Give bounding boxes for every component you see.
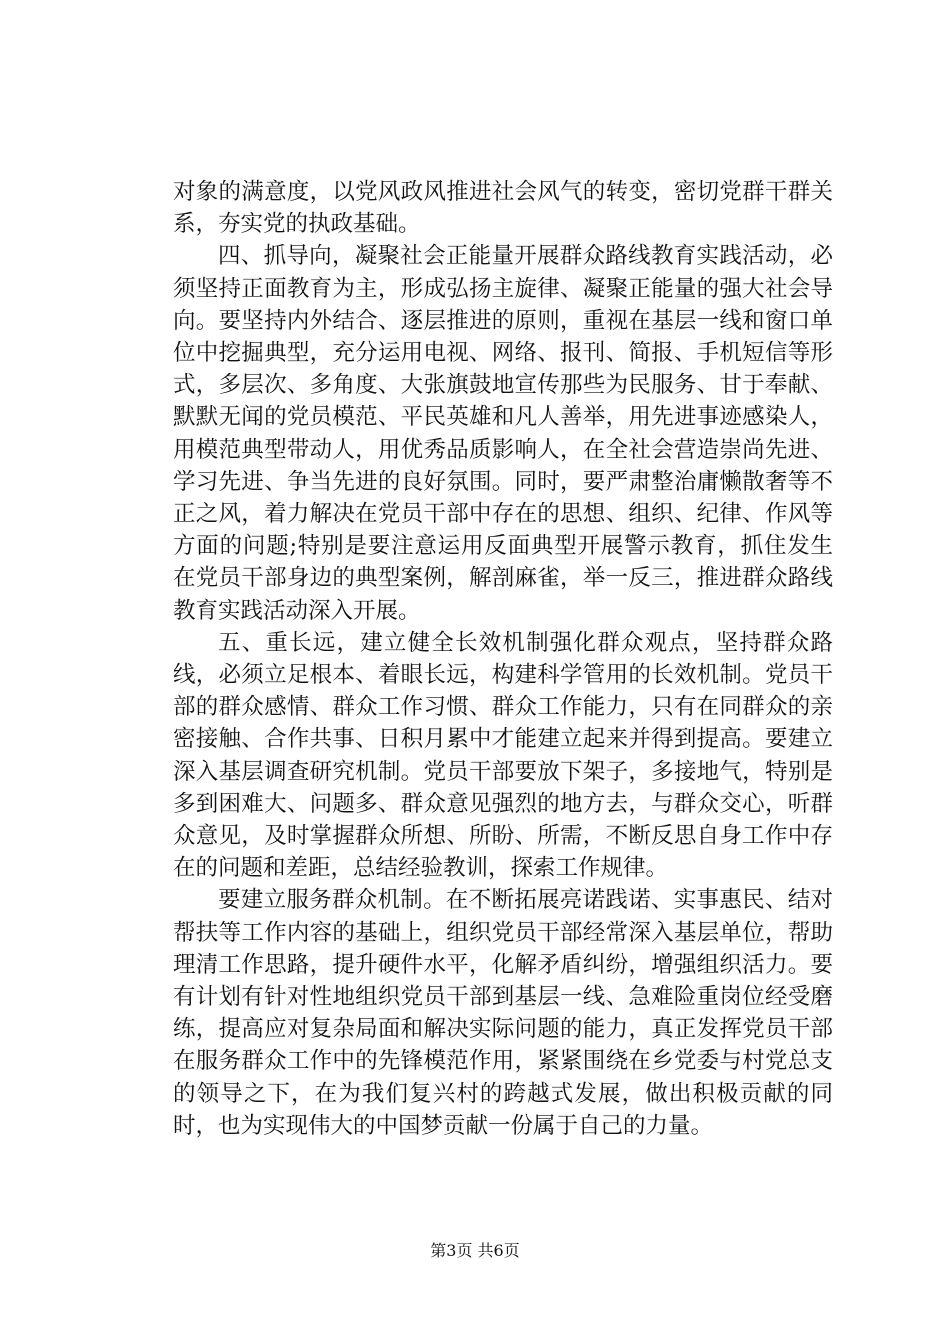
page-number: 第3页 共6页 bbox=[430, 1241, 520, 1260]
paragraph-section-five: 五、重长远，建立健全长效机制强化群众观点，坚持群众路线，必须立足根本、着眼长远，构建科学管用的长效机制。党员干部的群众感情、群众工作习惯、群众工作能力，只有在同群众的亲密接触、合作共事、日积月累中才能建立起来并得到提高。要建立深入基层调查研究机制。党员干部要放下架子，多接地气，特别是多到困难大、问题多、群众意见强烈的地方去，与群众交心，听群众意见，及时掌握群众所想、所盼、所需，不断反思自身工作中存在的问题和差距，总结经验教训，探索工作规律。 bbox=[173, 629, 833, 882]
paragraph-continuation: 对象的满意度，以党风政风推进社会风气的转变，密切党群干群关系，夯实党的执政基础。 bbox=[173, 179, 833, 238]
paragraph-service-mechanism: 要建立服务群众机制。在不断拓展亮诺践诺、实事惠民、结对帮扶等工作内容的基础上，组织党员干部经常深入基层单位，帮助理清工作思路，提升硬件水平，化解矛盾纠纷，增强组织活力。要有计划有针对性地组织党员干部到基层一线、急难险重岗位经受磨练，提高应对复杂局面和解决实际问题的能力，真正发挥党员干部在服务群众工作中的先锋模范作用，紧紧围绕在乡党委与村党总支的领导之下，在为我们复兴村的跨越式发展，做出积极贡献的同时，也为实现伟大的中国梦贡献一份属于自己的力量。 bbox=[173, 887, 833, 1139]
paragraph-section-four: 四、抓导向，凝聚社会正能量开展群众路线教育实践活动，必须坚持正面教育为主，形成弘扬主旋律、凝聚正能量的强大社会导向。要坚持内外结合、逐层推进的原则，重视在基层一线和窗口单位中挖掘典型，充分运用电视、网络、报刊、简报、手机短信等形式，多层次、多角度、大张旗鼓地宣传那些为民服务、甘于奉献、默默无闻的党员模范、平民英雄和凡人善举，用先进事迹感染人，用模范典型带动人，用优秀品质影响人，在全社会营造崇尚先进、学习先进、争当先进的良好氛围。同时，要严肃整治庸懒散奢等不正之风，着力解决在党员干部中存在的思想、组织、纪律、作风等方面的问题;特别是要注意运用反面典型开展警示教育，抓住发生在党员干部身边的典型案例，解剖麻雀，举一反三，推进群众路线教育实践活动深入开展。 bbox=[173, 243, 833, 624]
document-body bbox=[173, 176, 833, 1142]
